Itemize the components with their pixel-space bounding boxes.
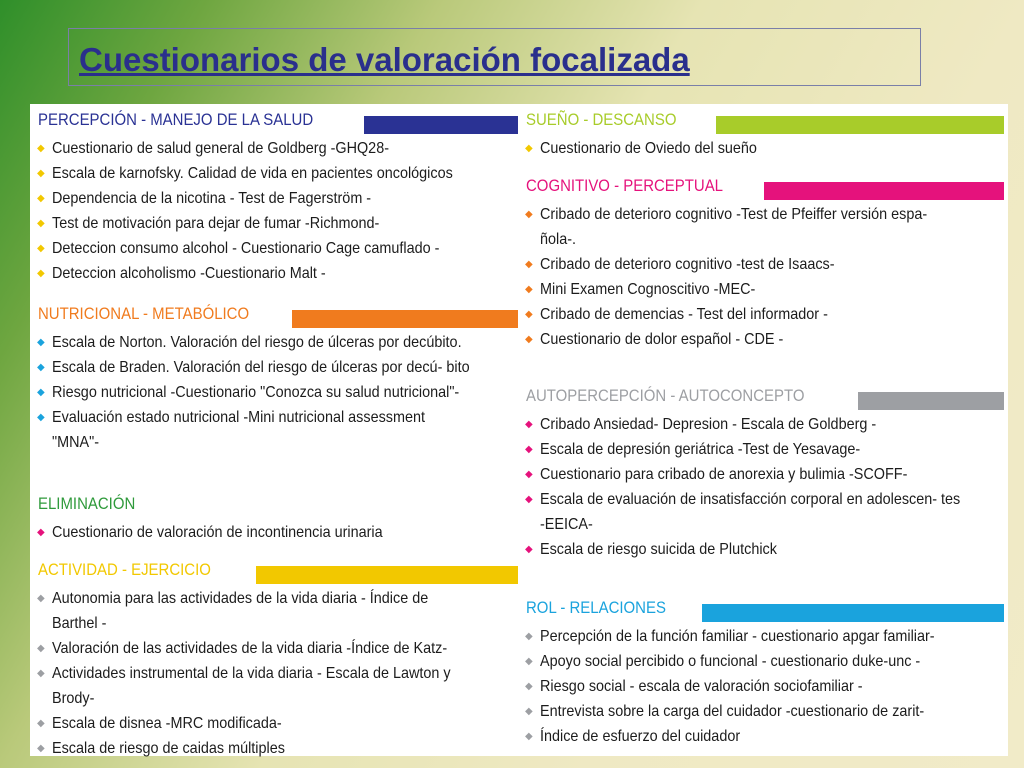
section-autopercepcion [524, 384, 1006, 562]
bullet-icon: ◆ [525, 656, 533, 667]
bullet-icon: ◆ [525, 681, 533, 692]
list-item: ◆ Riesgo social - escala de valoración sociofamiliar - [524, 674, 1006, 699]
bullet-icon: ◆ [525, 284, 533, 295]
list-item: ◆ Cuestionario de Oviedo del sueño [524, 136, 1006, 161]
list-item: ◆ Test de motivación para dejar de fumar -Richmond- [36, 211, 518, 236]
bullet-icon: ◆ [525, 209, 533, 220]
list-item: ◆ Actividades instrumental de la vida diaria - Escala de Lawton y Brody- [36, 661, 518, 711]
list-item: ◆ Escala de disnea -MRC modificada- [36, 711, 518, 736]
bullet-icon: ◆ [37, 337, 45, 348]
section-cognitivo [524, 174, 1006, 352]
color-bar [256, 566, 518, 584]
bullet-icon: ◆ [37, 218, 45, 229]
list-item: ◆ Cuestionario de valoración de incontinencia urinaria [36, 520, 518, 545]
list-item: ◆ Autonomia para las actividades de la vida diaria - Índice de Barthel - [36, 586, 518, 636]
bullet-icon: ◆ [525, 631, 533, 642]
list-item: ◆ Cribado Ansiedad- Depresion - Escala de Goldberg - [524, 412, 1006, 437]
list-item: ◆ Mini Examen Cognoscitivo -MEC- [524, 277, 1006, 302]
list-item: ◆ Percepción de la función familiar - cuestionario apgar familiar- [524, 624, 1006, 649]
list-item: ◆ Cribado de deterioro cognitivo -Test de Pfeiffer versión espa- ñola-. [524, 202, 1006, 252]
list-item: ◆ Deteccion consumo alcohol - Cuestionario Cage camuflado - [36, 236, 518, 261]
list-item: ◆ Escala de Braden. Valoración del riesgo de úlceras por decú- bito [36, 355, 522, 380]
list-item: ◆ Entrevista sobre la carga del cuidador -cuestionario de zarit- [524, 699, 1006, 724]
bullet-icon: ◆ [37, 668, 45, 679]
bullet-icon: ◆ [37, 268, 45, 279]
bullet-icon: ◆ [37, 743, 45, 754]
color-bar [764, 182, 1004, 200]
section-title: AUTOPERCEPCIÓN - AUTOCONCEPTO [526, 386, 805, 405]
bullet-icon: ◆ [37, 193, 45, 204]
color-bar [364, 116, 518, 134]
list-item: ◆ Cuestionario para cribado de anorexia y bulimia -SCOFF- [524, 462, 1006, 487]
bullet-icon: ◆ [525, 444, 533, 455]
bullet-icon: ◆ [525, 706, 533, 717]
color-bar [702, 604, 1004, 622]
list-item: ◆ Riesgo nutricional -Cuestionario "Conozca su salud nutricional"- [36, 380, 518, 405]
section-percepcion [36, 108, 518, 286]
list-item: ◆ Escala de depresión geriátrica -Test de Yesavage- [524, 437, 1006, 462]
list-item: ◆ Valoración de las actividades de la vida diaria -Índice de Katz- [36, 636, 518, 661]
list-item: ◆ Cribado de deterioro cognitivo -test de Isaacs- [524, 252, 1006, 277]
section-title: ELIMINACIÓN [38, 494, 136, 513]
list-item: ◆ Apoyo social percibido o funcional - cuestionario duke-unc - [524, 649, 1006, 674]
bullet-icon: ◆ [37, 362, 45, 373]
color-bar [716, 116, 1004, 134]
list-item: ◆ Índice de esfuerzo del cuidador [524, 724, 1006, 749]
bullet-icon: ◆ [37, 527, 45, 538]
section-title: ACTIVIDAD - EJERCICIO [38, 560, 211, 579]
list-item: ◆ Cribado de demencias - Test del informador - [524, 302, 1006, 327]
list-item: ◆ Escala de evaluación de insatisfacción corporal en adolescen- tes -EEICA- [524, 487, 1006, 537]
bullet-icon: ◆ [37, 718, 45, 729]
section-sueno [524, 108, 1006, 161]
bullet-icon: ◆ [37, 412, 45, 423]
section-title: SUEÑO - DESCANSO [526, 110, 677, 129]
bullet-icon: ◆ [525, 309, 533, 320]
section-title: ROL - RELACIONES [526, 598, 666, 617]
bullet-icon: ◆ [525, 143, 533, 154]
section-rol [524, 596, 1006, 749]
section-actividad [36, 558, 518, 761]
bullet-icon: ◆ [525, 334, 533, 345]
bullet-icon: ◆ [525, 494, 533, 505]
bullet-icon: ◆ [525, 419, 533, 430]
bullet-icon: ◆ [37, 168, 45, 179]
section-title: PERCEPCIÓN - MANEJO DE LA SALUD [38, 110, 314, 129]
section-title: COGNITIVO - PERCEPTUAL [526, 176, 724, 195]
list-item: ◆ Dependencia de la nicotina - Test de Fagerström - [36, 186, 518, 211]
content-panel [30, 104, 1008, 756]
bullet-icon: ◆ [37, 243, 45, 254]
list-item: ◆ Escala de Norton. Valoración del riesgo de úlceras por decúbito. [36, 330, 518, 355]
bullet-icon: ◆ [37, 643, 45, 654]
section-title: NUTRICIONAL - METABÓLICO [38, 304, 250, 323]
bullet-icon: ◆ [525, 469, 533, 480]
list-item: ◆ Evaluación estado nutricional -Mini nutricional assessment "MNA"- [36, 405, 518, 455]
list-item: ◆ Escala de riesgo de caidas múltiples [36, 736, 518, 761]
list-item: ◆ Cuestionario de salud general de Goldberg -GHQ28- [36, 136, 518, 161]
section-eliminacion [36, 492, 518, 545]
bullet-icon: ◆ [525, 544, 533, 555]
bullet-icon: ◆ [525, 259, 533, 270]
list-item: ◆ Deteccion alcoholismo -Cuestionario Malt - [36, 261, 518, 286]
list-item: ◆ Cuestionario de dolor español - CDE - [524, 327, 1006, 352]
color-bar [292, 310, 518, 328]
bullet-icon: ◆ [37, 387, 45, 398]
title-box [68, 28, 921, 86]
bullet-icon: ◆ [525, 731, 533, 742]
color-bar [858, 392, 1004, 410]
bullet-icon: ◆ [37, 593, 45, 604]
list-item: ◆ Escala de karnofsky. Calidad de vida en pacientes oncológicos [36, 161, 518, 186]
page-title: Cuestionarios de valoración focalizada [79, 41, 690, 78]
bullet-icon: ◆ [37, 143, 45, 154]
list-item: ◆ Escala de riesgo suicida de Plutchick [524, 537, 1006, 562]
section-nutricional [36, 302, 518, 455]
